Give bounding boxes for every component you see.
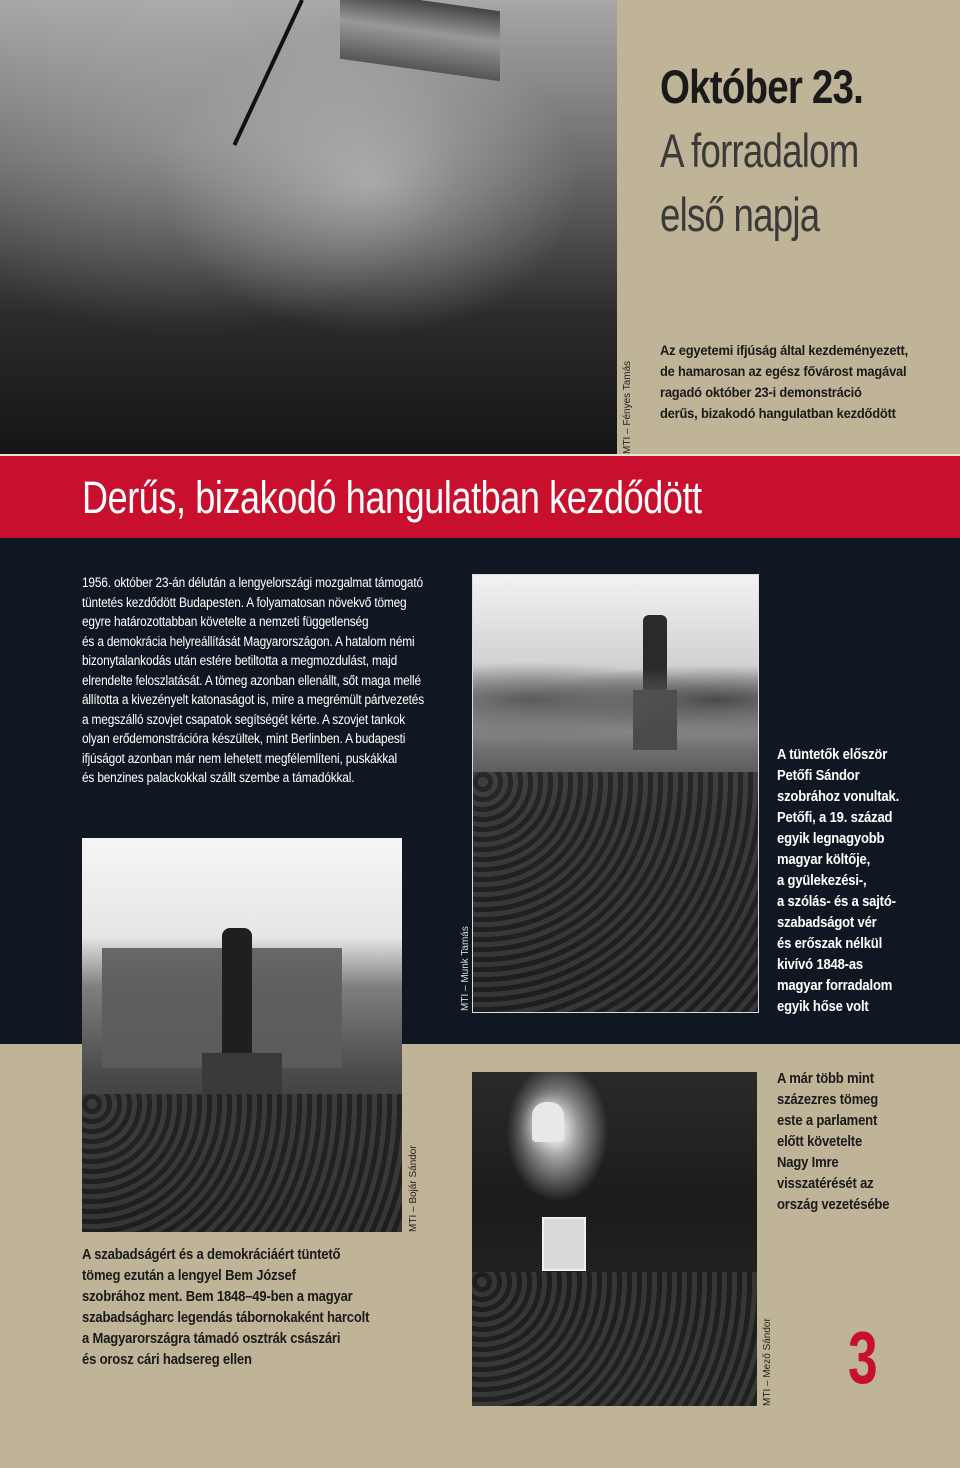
- body-line: egyre határozottabban követelte a nemzeti függetlenség: [82, 614, 369, 629]
- caption-line: szabadságharc legendás tábornokaként harcolt: [82, 1310, 370, 1326]
- caption-line: szobrához ment. Bem 1848–49-ben a magyar: [82, 1289, 353, 1305]
- caption-line: Nagy Imre: [777, 1155, 839, 1171]
- photo-petofi-statue: [472, 574, 759, 1013]
- body-line: olyan erődemonstrációra készültek, mint Berlinben. A budapesti: [82, 731, 406, 746]
- photo-credit-1: MTI – Fényes Tamás: [622, 360, 633, 454]
- caption-parliament: [777, 1069, 939, 1216]
- caption-line: a gyülekezési-,: [777, 873, 867, 889]
- caption-line: egyik hőse volt: [777, 999, 869, 1015]
- body-line: és benzines palackokkal szállt szembe a támadókkal.: [82, 770, 355, 785]
- crowd: [472, 1272, 757, 1406]
- body-line: állította a kivezényelt katonaságot is, mire a megrémült pártvezetés: [82, 692, 424, 707]
- lead-caption: [660, 340, 927, 424]
- title-date: Október 23.: [660, 60, 864, 113]
- statue-figure: [222, 928, 252, 1058]
- caption-line: A szabadságért és a demokráciáért tüntető: [82, 1247, 341, 1263]
- body-line: 1956. október 23-án délután a lengyelországi mozgalmat támogató: [82, 575, 423, 590]
- caption-line: visszatérését az: [777, 1176, 874, 1192]
- title-line-2: A forradalom: [660, 124, 859, 177]
- crowd: [82, 1094, 402, 1232]
- portrait-sign: [542, 1217, 586, 1271]
- caption-line: A már több mint: [777, 1071, 874, 1087]
- lead-caption-line: de hamarosan az egész fővárost magával: [660, 363, 907, 379]
- photo-credit-3: MTI – Bojár Sándor: [408, 1145, 419, 1232]
- title-line-3: első napja: [660, 188, 820, 241]
- caption-line: szabadságot vér: [777, 915, 877, 931]
- body-line: és a demokrácia helyreállítását Magyarországon. A hatalom némi: [82, 633, 415, 649]
- body-line: ifjúságot azonban már nem lehetett megfélemlíteni, puskákkal: [82, 750, 397, 766]
- caption-line: szobrához vonultak.: [777, 789, 900, 805]
- caption-line: egyik legnagyobb: [777, 831, 885, 847]
- caption-line: Petőfi, a 19. század: [777, 810, 893, 826]
- caption-line: este a parlament: [777, 1113, 878, 1129]
- caption-line: és orosz cári hadsereg ellen: [82, 1352, 252, 1368]
- caption-line: magyar költője,: [777, 852, 871, 868]
- banner-heading: Derűs, bizakodó hangulatban kezdődött: [82, 472, 702, 523]
- lead-caption-line: derűs, bizakodó hangulatban kezdődött: [660, 405, 896, 421]
- photo-student-demonstrators: [0, 0, 617, 454]
- caption-line: százezres tömeg: [777, 1092, 879, 1108]
- body-line: tüntetés kezdődött Budapesten. A folyamatosan növekvő tömeg: [82, 594, 407, 610]
- caption-line: magyar forradalom: [777, 978, 893, 994]
- lead-caption-line: Az egyetemi ifjúság által kezdeményezett,: [660, 342, 909, 358]
- caption-line: ország vezetésébe: [777, 1197, 890, 1213]
- lamp: [532, 1102, 564, 1142]
- caption-line: a Magyarországra támadó osztrák császári: [82, 1331, 341, 1347]
- caption-line: kivívó 1848-as: [777, 957, 864, 973]
- caption-line: a szólás- és a sajtó-: [777, 894, 896, 910]
- caption-line: előtt követelte: [777, 1134, 863, 1150]
- flag-pole: [233, 0, 304, 146]
- photo-bem-statue: [82, 838, 402, 1232]
- caption-petofi: [777, 745, 939, 1018]
- photo-credit-4: MTI – Mező Sándor: [762, 1318, 773, 1406]
- caption-line: és erőszak nélkül: [777, 936, 883, 952]
- lead-caption-line: ragadó október 23-i demonstráció: [660, 384, 862, 400]
- page-number: 3: [848, 1316, 878, 1399]
- trees: [473, 655, 758, 745]
- heading-banner: [0, 454, 960, 540]
- body-line: a megszálló szovjet csapatok segítségét kérte. A szovjet tankok: [82, 711, 406, 727]
- body-line: elrendelte feloszlatását. A tömeg azonban ellenállt, sőt maga mellé: [82, 672, 421, 688]
- caption-bem: [82, 1245, 379, 1371]
- caption-line: Petőfi Sándor: [777, 768, 860, 784]
- caption-line: tömeg ezután a lengyel Bem József: [82, 1268, 296, 1284]
- photo-parliament-crowd: [472, 1072, 757, 1406]
- body-text: [82, 573, 434, 788]
- crowd: [473, 772, 758, 1012]
- photo-credit-2: MTI – Munk Tamás: [460, 926, 471, 1011]
- body-line: bizonytalankodás után estére betiltotta a megmozdulást, majd: [82, 653, 398, 668]
- caption-line: A tüntetők először: [777, 747, 888, 763]
- page-title: [660, 55, 950, 247]
- flag-image: [340, 0, 500, 81]
